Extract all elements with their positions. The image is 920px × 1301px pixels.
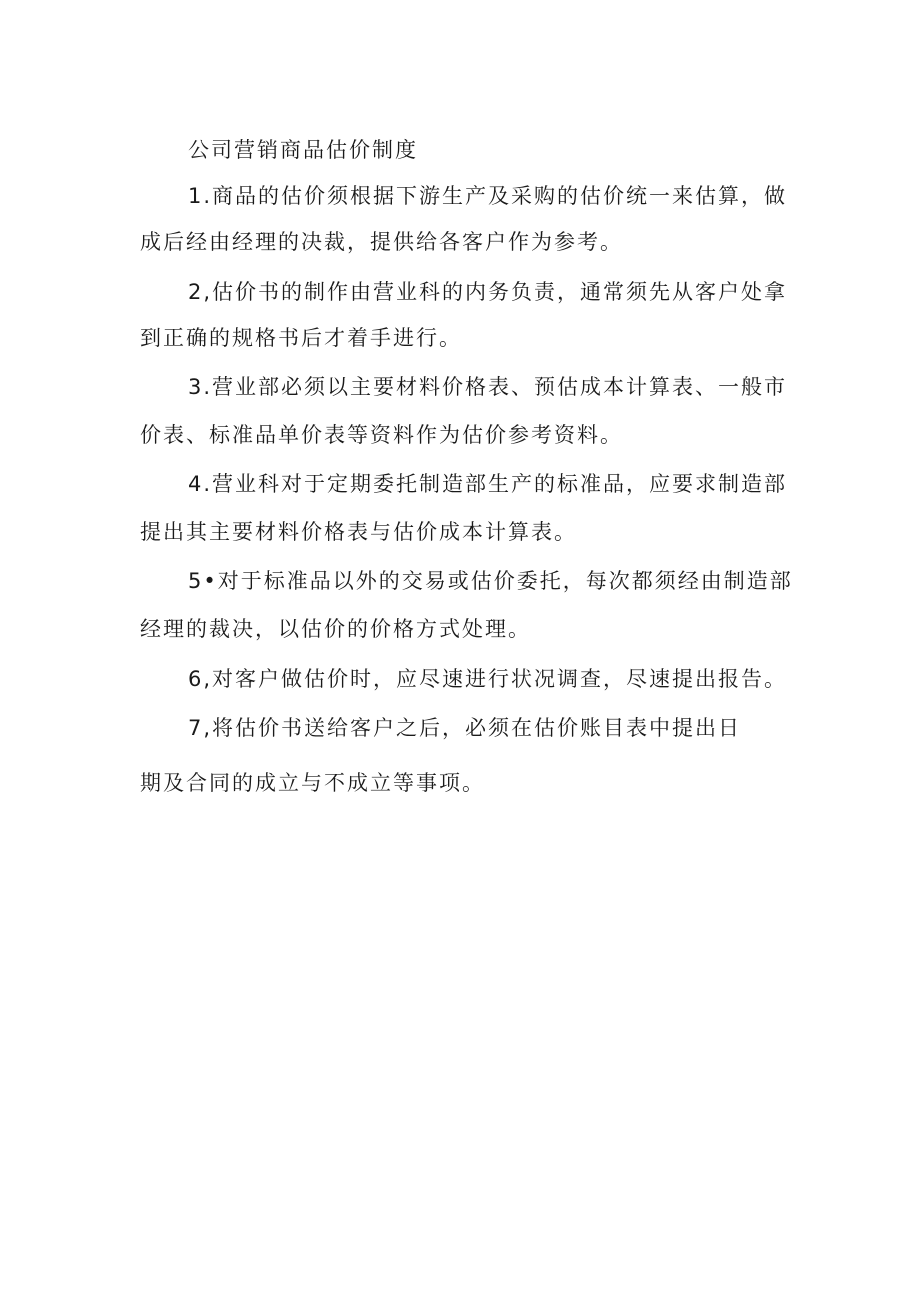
item-4-line-1: 4.营业科对于定期委托制造部生产的标准品，应要求制造部: [188, 472, 788, 496]
item-4-line-2: 提出其主要材料价格表与估价成本计算表。: [140, 520, 577, 544]
item-5-line-1: 5•对于标准品以外的交易或估价委托，每次都须经由制造部: [188, 569, 793, 593]
document-title: 公司营销商品估价制度: [188, 138, 418, 162]
item-7-line-1: 7,将估价书送给客户之后，必须在估价账目表中提出日: [188, 716, 742, 740]
item-3-line-2: 价表、标准品单价表等资料作为估价参考资料。: [140, 423, 623, 447]
item-1-line-1: 1.商品的估价须根据下游生产及采购的估价统一来估算，做: [188, 184, 788, 208]
item-7-line-2: 期及合同的成立与不成立等事项。: [140, 771, 485, 795]
item-6-line-1: 6,对客户做估价时，应尽速进行状况调查，尽速提出报告。: [188, 667, 788, 691]
item-2-line-2: 到正确的规格书后才着手进行。: [140, 326, 462, 350]
item-1-line-2: 成后经由经理的决裁，提供给各客户作为参考。: [140, 230, 623, 254]
item-3-line-1: 3.营业部必须以主要材料价格表、预估成本计算表、一般市: [188, 375, 788, 399]
item-5-line-2: 经理的裁决，以估价的价格方式处理。: [140, 617, 531, 641]
item-2-line-1: 2,估价书的制作由营业科的内务负责，通常须先从客户处拿: [188, 280, 788, 304]
